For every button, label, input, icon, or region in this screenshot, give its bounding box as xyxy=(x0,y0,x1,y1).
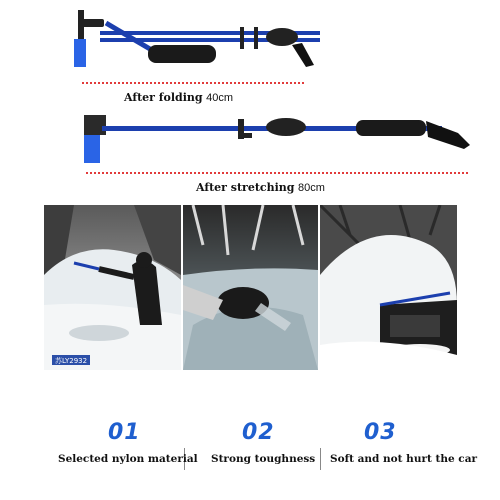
photo-scraping-windshield xyxy=(183,205,318,370)
folded-caption xyxy=(124,91,233,104)
folded-length-line xyxy=(82,82,304,84)
stretched-label: After stretching xyxy=(196,181,295,194)
stretched-caption xyxy=(196,181,325,194)
feature-number-03: 03 xyxy=(364,420,397,445)
stretched-size: 80cm xyxy=(298,182,325,194)
folded-label: After folding xyxy=(124,91,203,104)
photo-brushing-car xyxy=(44,205,181,370)
feature-text-01: Selected nylon material xyxy=(58,453,198,465)
folded-snow-brush-image xyxy=(70,5,330,70)
photo-snow-covered-car xyxy=(320,205,457,370)
feature-number-01: 01 xyxy=(108,420,141,445)
feature-number-02: 02 xyxy=(242,420,275,445)
license-plate-text: 苏LY2932 xyxy=(55,357,88,365)
feature-text-02: Strong toughness xyxy=(211,453,316,465)
stretched-snow-brush-image xyxy=(78,105,478,165)
feature-divider xyxy=(320,448,321,470)
feature-text-03: Soft and not hurt the car xyxy=(330,453,478,465)
folded-size: 40cm xyxy=(206,92,233,104)
stretched-length-line xyxy=(86,172,468,174)
